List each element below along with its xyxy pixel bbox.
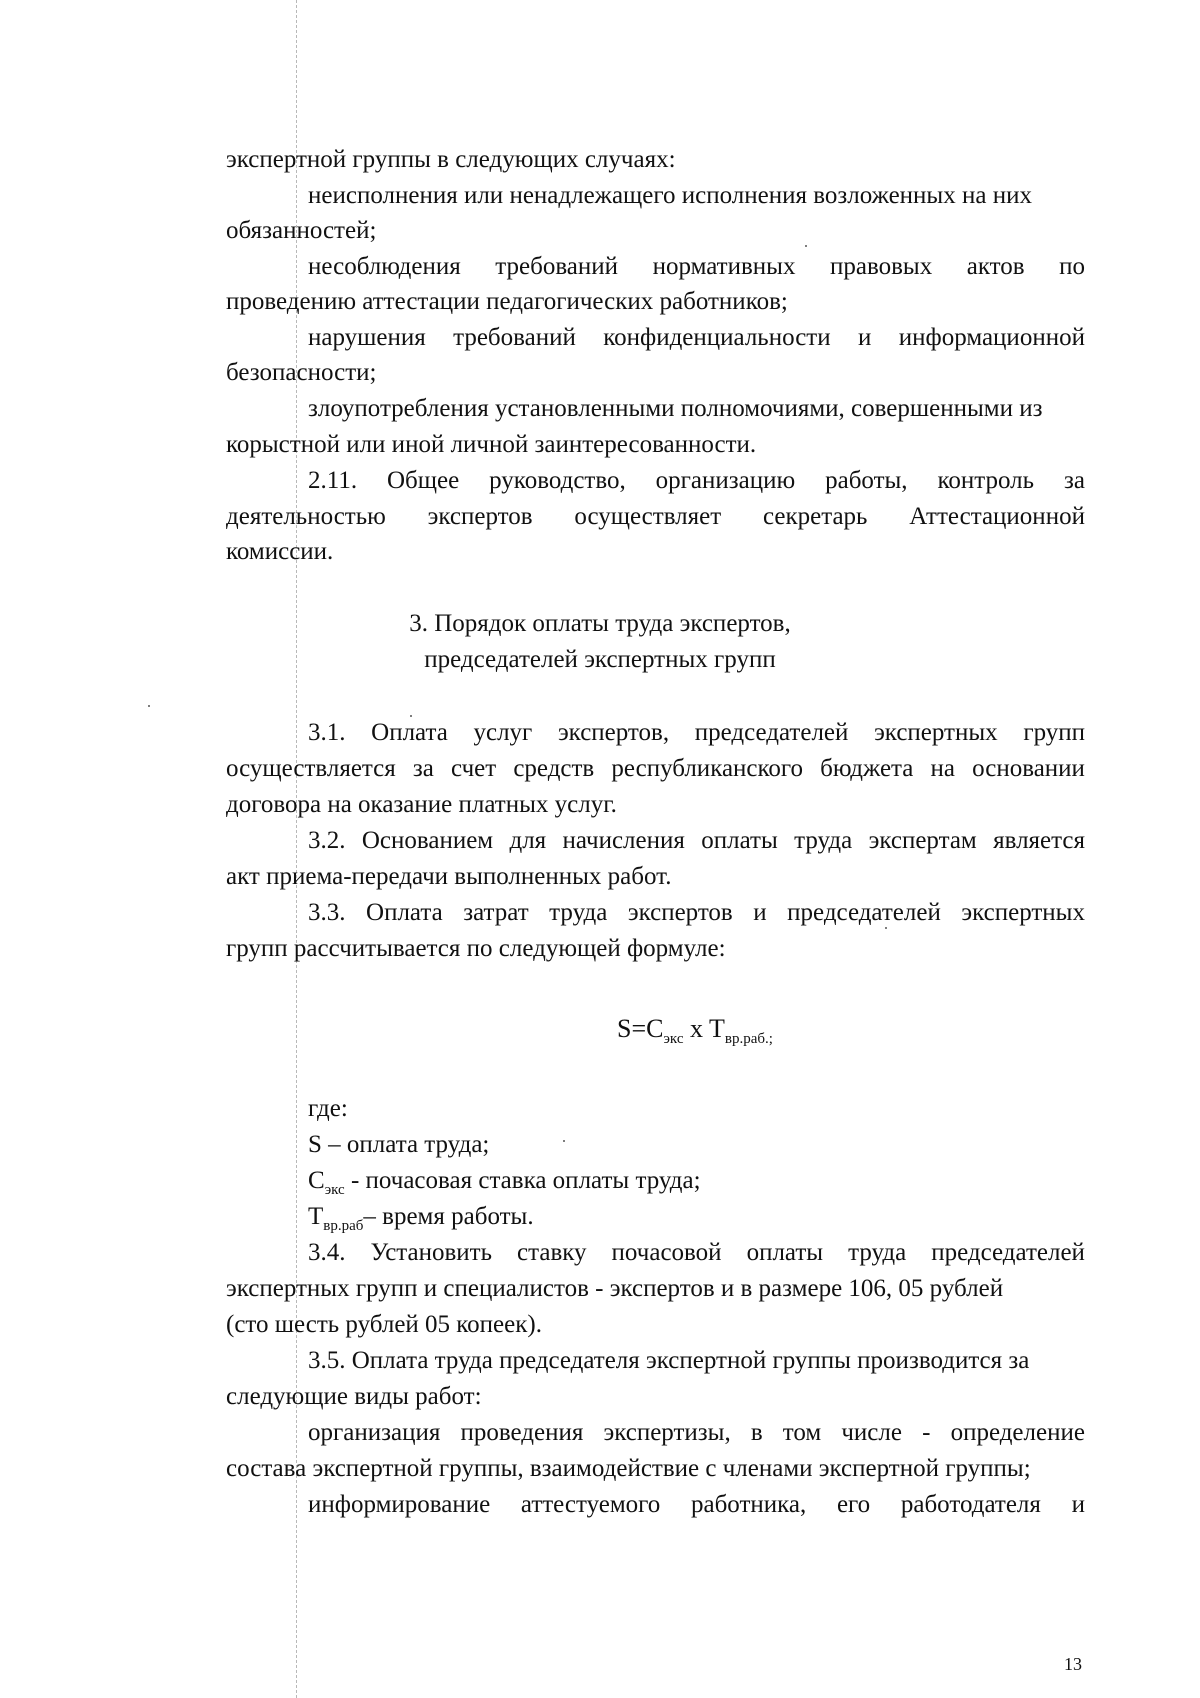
word: аттестуемого: [520, 1491, 661, 1518]
word: том: [782, 1419, 822, 1446]
word: услуг: [473, 719, 533, 746]
word: экспертов: [627, 899, 733, 926]
word: экспертных: [961, 899, 1085, 926]
word: и: [753, 899, 767, 926]
word: нормативных: [652, 253, 796, 280]
word: работодателя: [900, 1491, 1041, 1518]
scan-speck: [805, 245, 807, 247]
word: Основанием: [361, 827, 494, 854]
text-line: безопасности;: [226, 359, 377, 386]
text-line: групп рассчитывается по следующей формуле:: [226, 935, 726, 962]
text-line: где:: [308, 1095, 348, 1122]
word: 3.2.: [308, 827, 346, 854]
word: и: [857, 324, 872, 351]
word: организацию: [655, 467, 796, 494]
word: председателей: [694, 719, 849, 746]
word: за: [1063, 467, 1085, 494]
word: Установить: [370, 1239, 493, 1266]
text-line: [308, 466, 1085, 496]
text-line: 3.5. Оплата труда председателя экспертной группы производится за: [308, 1347, 1030, 1374]
text-line: [308, 718, 1085, 748]
word: определение: [950, 1419, 1085, 1446]
text-line: [308, 898, 1085, 928]
word: секретарь: [762, 503, 868, 530]
word: труда: [549, 899, 608, 926]
text-line: состава экспертной группы, взаимодействие с членами экспертной группы;: [226, 1455, 1031, 1482]
word: председателей: [931, 1239, 1085, 1266]
word: требований: [495, 253, 619, 280]
word: руководство,: [489, 467, 626, 494]
word: 3.4.: [308, 1239, 346, 1266]
page-number: 13: [1064, 1654, 1082, 1674]
text-line: неисполнения или ненадлежащего исполнения возложенных на них: [308, 182, 1032, 209]
word: деятельностью: [226, 503, 386, 530]
word: оплаты: [746, 1239, 824, 1266]
word: средств: [513, 755, 595, 782]
word: председателей: [787, 899, 941, 926]
word: осуществляется: [226, 755, 396, 782]
word: 3.1.: [308, 719, 346, 746]
scan-speck: [410, 715, 412, 717]
word: и: [1071, 1491, 1085, 1518]
word: почасовой: [611, 1239, 722, 1266]
definition-line: $C_{экс}$ - почасовая ставка оплаты труда;: [308, 1167, 701, 1198]
word: является: [993, 827, 1085, 854]
word: работы,: [825, 467, 908, 494]
word: групп: [1023, 719, 1085, 746]
word: числе: [841, 1419, 902, 1446]
word: ставку: [517, 1239, 587, 1266]
text-line: [226, 754, 1085, 784]
text-line: акт приема-передачи выполненных работ.: [226, 863, 672, 890]
word: труда: [794, 827, 853, 854]
text-line: экспертной группы в следующих случаях:: [226, 146, 676, 173]
word: за: [412, 755, 434, 782]
word: несоблюдения: [308, 253, 461, 280]
word: актов: [966, 253, 1025, 280]
word: по: [1059, 253, 1085, 280]
section-heading: 3. Порядок оплаты труда экспертов,: [409, 610, 791, 637]
word: оплаты: [701, 827, 778, 854]
word: Аттестационной: [909, 503, 1085, 530]
word: труда: [848, 1239, 907, 1266]
text-line: [226, 502, 1085, 532]
text-line: [308, 826, 1085, 856]
definition-line: S – оплата труда;: [308, 1131, 490, 1158]
scan-speck: [563, 1140, 565, 1142]
text-line: следующие виды работ:: [226, 1383, 482, 1410]
word: экспертов: [427, 503, 533, 530]
word: экспертам: [868, 827, 977, 854]
word: его: [836, 1491, 871, 1518]
text-line: комиссии.: [226, 538, 334, 565]
word: работника,: [690, 1491, 807, 1518]
section-heading: председателей экспертных групп: [424, 646, 776, 673]
word: 3.3.: [308, 899, 346, 926]
formula: $S=C_{экс}$ x $T_{вр.раб.;}$: [617, 1014, 773, 1047]
scan-fold-line: [296, 0, 297, 1698]
text-line: [308, 1238, 1085, 1268]
word: Общее: [387, 467, 460, 494]
text-line: [308, 323, 1085, 353]
word: организация: [308, 1419, 441, 1446]
word: 2.11.: [308, 467, 358, 494]
definition-line: $T_{вр.раб}-$ время работы.: [308, 1203, 534, 1234]
word: экспертов,: [557, 719, 670, 746]
word: контроль: [937, 467, 1035, 494]
scan-speck: [148, 705, 150, 707]
word: правовых: [830, 253, 933, 280]
text-line: корыстной или иной личной заинтересованности.: [226, 431, 757, 458]
word: Оплата: [371, 719, 448, 746]
word: на: [930, 755, 955, 782]
word: экспертизы,: [603, 1419, 731, 1446]
word: начисления: [562, 827, 685, 854]
text-line: [308, 1418, 1085, 1448]
word: затрат: [463, 899, 529, 926]
word: информирование: [308, 1491, 491, 1518]
scan-speck: [885, 927, 887, 929]
word: информационной: [898, 324, 1085, 351]
text-line: [308, 1490, 1085, 1520]
word: экспертных: [874, 719, 998, 746]
word: -: [922, 1419, 931, 1446]
text-line: злоупотребления установленными полномочиями, совершенными из: [308, 395, 1043, 422]
text-line: договора на оказание платных услуг.: [226, 791, 617, 818]
word: осуществляет: [574, 503, 722, 530]
word: в: [750, 1419, 763, 1446]
word: требований: [453, 324, 576, 351]
word: бюджета: [820, 755, 914, 782]
word: счет: [451, 755, 497, 782]
text-line: экспертных групп и специалистов - экспертов и в размере 106, 05 рублей: [226, 1275, 1004, 1302]
word: основании: [972, 755, 1085, 782]
text-line: (сто шесть рублей 05 копеек).: [226, 1311, 542, 1338]
word: нарушения: [308, 324, 426, 351]
word: конфиденциальности: [603, 324, 831, 351]
word: для: [509, 827, 547, 854]
word: республиканского: [611, 755, 804, 782]
text-line: [308, 252, 1085, 282]
word: Оплата: [366, 899, 443, 926]
text-line: проведению аттестации педагогических работников;: [226, 288, 788, 315]
text-line: обязанностей;: [226, 217, 377, 244]
word: проведения: [460, 1419, 584, 1446]
